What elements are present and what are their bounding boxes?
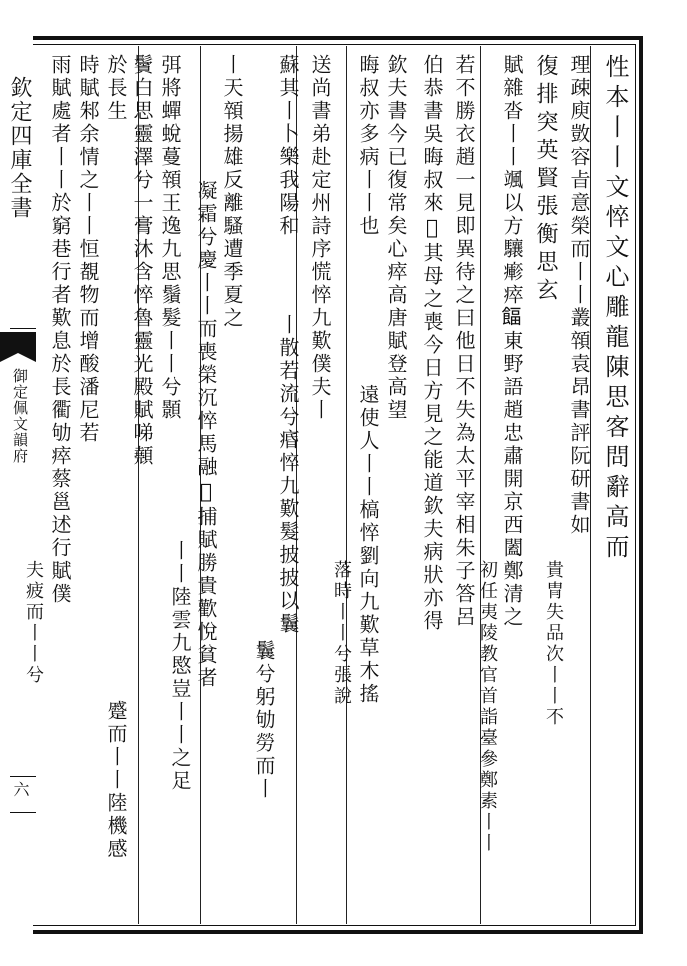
text-column: 欽夫書今已復常矣心瘁高唐賦登高望 <box>384 54 408 422</box>
text-column: 送尚書弟赴定州詩序慌悴九歎僕夫丨 <box>308 54 332 422</box>
text-column: 若不勝衣趙一見即異待之曰他日不失為太平宰相朱子答呂 <box>452 54 476 629</box>
text-column: 丨天顇揚雄反離騷遭季夏之 <box>220 54 244 330</box>
text-column: 落時丨丨兮張說 <box>331 560 352 707</box>
fishtail-ornament <box>0 332 36 362</box>
text-column: 雨賦處者丨丨於窮巷行者歎息於長衢劬瘁蔡邕述行賦僕 <box>48 54 72 606</box>
margin-subtitle: 御定佩文韻府 <box>11 368 29 464</box>
text-column: 凝霜兮慶丨丨而喪榮沉悴馬融𢧐捕賦勝貴歡悅貧者 <box>194 180 218 690</box>
text-column: 蘇其丨卜樂我陽和 <box>276 54 300 238</box>
text-column: 鬤兮躬劬勞而丨 <box>252 640 276 801</box>
text-column: 遠使人丨丨槁悴劉向九歎草木搖 <box>356 384 380 706</box>
text-column: 夫疲而丨丨兮 <box>23 560 44 686</box>
text-column: 弭將蟬蛻蔓顇王逸九思鬚髮丨丨兮顥 <box>158 54 182 422</box>
text-column: 理疎庾敳容㫖意榮而丨丨叢顇袁昂書評阮研書如 <box>567 54 591 537</box>
text-column: 復排突英賢張衡思玄 <box>533 54 558 306</box>
text-column: 時賦邾余情之丨丨恒覩物而增酸潘尼若 <box>76 54 100 445</box>
text-column: 鬢白思靈澤兮一膏沐含悴魯靈光殿賦㖒顤 <box>130 54 154 468</box>
text-column: 晦叔亦多病丨丨也 <box>356 54 380 238</box>
text-column: 賦雜沓丨丨颯以方驤𤺋瘁𩜰東野語趙忠肅開京西闔鄭清之 <box>500 54 524 629</box>
text-column: 丨散若流兮痻悴九歎髮披披以鬤 <box>276 314 300 636</box>
text-column: 於長生 <box>104 54 128 123</box>
text-column: 貴冑失品次丨丨不 <box>543 560 564 728</box>
text-column: 蹙而丨丨陸機感 <box>104 700 128 861</box>
margin-title: 欽定四庫全書 <box>7 76 32 220</box>
text-column: 初任夷陵教官首詣臺參鄭素丨丨 <box>477 560 498 854</box>
page-number: 六 <box>11 781 30 797</box>
text-column: 丨丨陸雲九愍豈丨丨之足 <box>168 540 192 793</box>
text-column: 性本丨丨文悴文心雕龍陳思客問辭高而 <box>601 54 629 564</box>
text-column: 伯恭書吳晦叔來𦭘其母之喪今日方見之能道欽夫病狀亦得 <box>420 54 444 633</box>
